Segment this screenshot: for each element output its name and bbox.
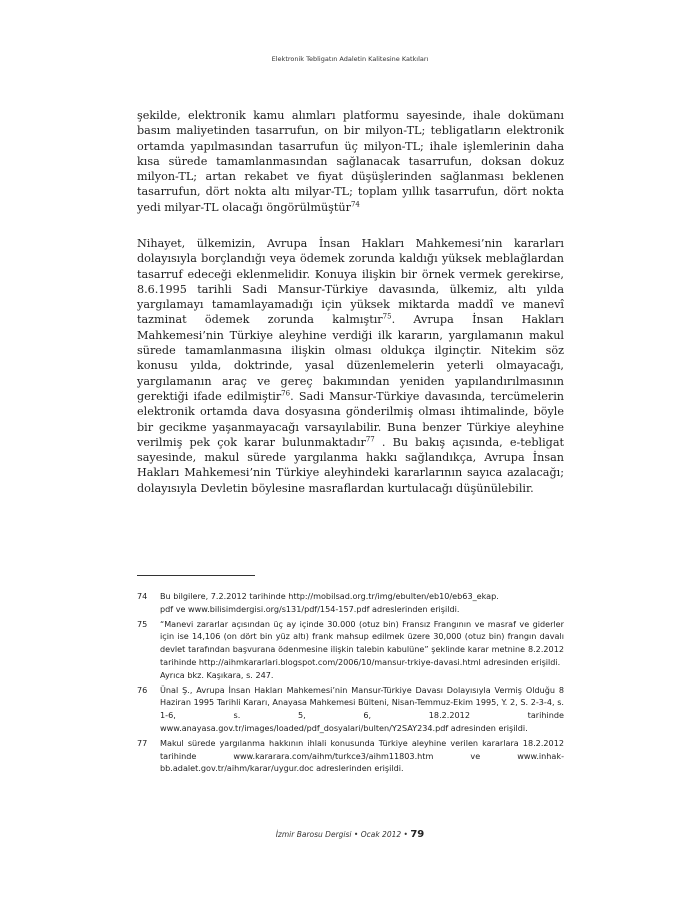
footnote-text bbox=[160, 590, 564, 616]
footnote-text bbox=[160, 737, 564, 775]
footer-separator: • bbox=[401, 830, 411, 839]
body-paragraph bbox=[137, 236, 564, 496]
footnote-number: 75 bbox=[137, 618, 148, 629]
footnote-ref: 76 bbox=[281, 389, 291, 398]
footnote-number: 77 bbox=[137, 737, 148, 748]
paragraph-text: Nihayet, ülkemizin, Avrupa İnsan Hakları Mahkemesi’nin kararları dolayısıyla borçlandığı veya ödemek zorunda kaldığı yüksek meblağlardan tasarruf edeceği eklenmelidir. Konuya ilişkin bir örnek vermek gerekirse, 8.6.1995 tarihli Sadi Mansur-Türkiye davasında, ülkemiz, altı yılda yargılamayı tamamlayamadığı için yüksek miktarda maddî ve manevî tazminat ödemek zorunda kalmıştır bbox=[137, 237, 564, 327]
journal-name: İzmir Barosu Dergisi bbox=[275, 830, 352, 839]
footnote-number: 74 bbox=[137, 591, 148, 601]
issue-date: Ocak 2012 bbox=[360, 830, 402, 839]
footnote-76 bbox=[137, 684, 564, 735]
footnote-line: Bu bilgilere, 7.2.2012 tarihinde http://mobilsad.org.tr/img/ebulten/eb10/eb63_ekap. bbox=[160, 591, 499, 601]
footnote-number: 76 bbox=[137, 684, 148, 695]
footnote-ref: 75 bbox=[382, 312, 392, 321]
footnote-text bbox=[160, 618, 564, 682]
footnote-ref: 77 bbox=[365, 435, 375, 444]
footnote-line: Ayrıca bkz. Kaşıkara, s. 247. bbox=[160, 669, 274, 680]
footnotes-list bbox=[137, 590, 564, 777]
footnote-line: “Manevi zararlar açısından üç ay içinde 30.000 (otuz bin) Fransız Frangının ve masraf ve giderler için ise 14,106 (on dört bin yüz altı) frank mahsup edilmek üzere 30,000 (otuz bin) frangın davalı devlet tarafından başvurana ödenmesine ilişkin talebin kabulüne” şeklinde karar metnine 8.2.2012 tarihinde http://aihmkararlari.blogspot.com/2006/10/mansur-trkiye-davasi.html adresinden erişildi. bbox=[160, 618, 564, 667]
footnote-ref: 74 bbox=[350, 200, 360, 209]
paragraph-text: . Bu bakış açısında, e-tebligat sayesinde, makul sürede yargılanma hakkı sağlandıkça, Avrupa İnsan Hakları Mahkemesi’nin Türkiye aleyhindeki kararlarının sayıca azalacağı; dolayısıyla Devletin böylesine masraflardan kurtulacağı düşünülebilir. bbox=[137, 435, 564, 495]
running-title: Elektronik Tebligatın Adaletin Kalitesine Katkıları bbox=[271, 55, 429, 63]
footnote-75 bbox=[137, 618, 564, 682]
page-number: 79 bbox=[410, 829, 425, 840]
footer-separator: • bbox=[351, 830, 361, 839]
body-paragraph bbox=[137, 108, 564, 215]
page-footer bbox=[0, 829, 700, 840]
footnote-74 bbox=[137, 590, 564, 616]
footnote-divider bbox=[137, 575, 255, 576]
footnote-text bbox=[160, 684, 564, 735]
footnote-line: Ünal Ş., Avrupa İnsan Hakları Mahkemesi’nin Mansur-Türkiye Davası Dolayısıyla Vermiş Olduğu 8 Haziran 1995 Tarihli Kararı, Anayasa Mahkemesi Bülteni, Nisan-Temmuz-Ekim 1995, Y. 2, S. 2-3-4, s. 1-6, s. 5, 6, 18.2.2012 tarihinde www.anayasa.gov.tr/images/loaded/pdf_dosyalari/bulten/Y2SAY234.pdf adresinden erişildi. bbox=[160, 684, 564, 733]
footnote-line: pdf ve www.bilisimdergisi.org/s131/pdf/154-157.pdf adreslerinden erişildi. bbox=[160, 603, 460, 614]
paragraph-text: şekilde, elektronik kamu alımları platformu sayesinde, ihale dokümanı basım maliyetinden tasarrufun, on bir milyon-TL; tebligatların elektronik ortamda yapılmasından tasarrufun üç milyon-TL; ihale işlemlerinin daha kısa sürede tamamlanmasından sağlanacak tasarrufun, doksan dokuz milyon-TL; artan rekabet ve fiyat düşüşlerinden sağlanması beklenen tasarrufun, dört nokta altı milyar-TL; toplam yıllık tasarrufun, dört nokta yedi milyar-TL olacağı öngörülmüştür bbox=[137, 109, 564, 214]
footnote-77 bbox=[137, 737, 564, 775]
paragraph-text: . Sadi Mansur-Türkiye davasında, tercümelerin elektronik ortamda dava dosyasına gönderilmiş olması ihtimalinde, böyle bir gecikme yaşanmayacağı varsayılabilir. Buna benzer Türkiye aleyhine verilmiş pek çok karar bulunmaktadır bbox=[137, 389, 564, 449]
paragraph-text: . Avrupa İnsan Hakları Mahkemesi’nin Türkiye aleyhine verdiği ilk kararın, yargılamanın makul sürede tamamlanmasına ilişkin olması oldukça ilginçtir. Nitekim söz konusu yılda, doktrinde, yasal düzenlemelerin yeterli olmayacağı, yargılamanın araç ve gereç bakımından yeniden yapılandırılmasının gerektiği ifade edilmiştir bbox=[137, 313, 564, 403]
footnote-line: Makul sürede yargılanma hakkının ihlali konusunda Türkiye aleyhine verilen kararlara 18.2.2012 tarihinde www.kararara.com/aihm/turkce3/aihm11803.htm ve www.inhak-bb.adalet.gov.tr/aihm/karar/uygur.doc adreslerinden erişildi. bbox=[160, 737, 564, 774]
